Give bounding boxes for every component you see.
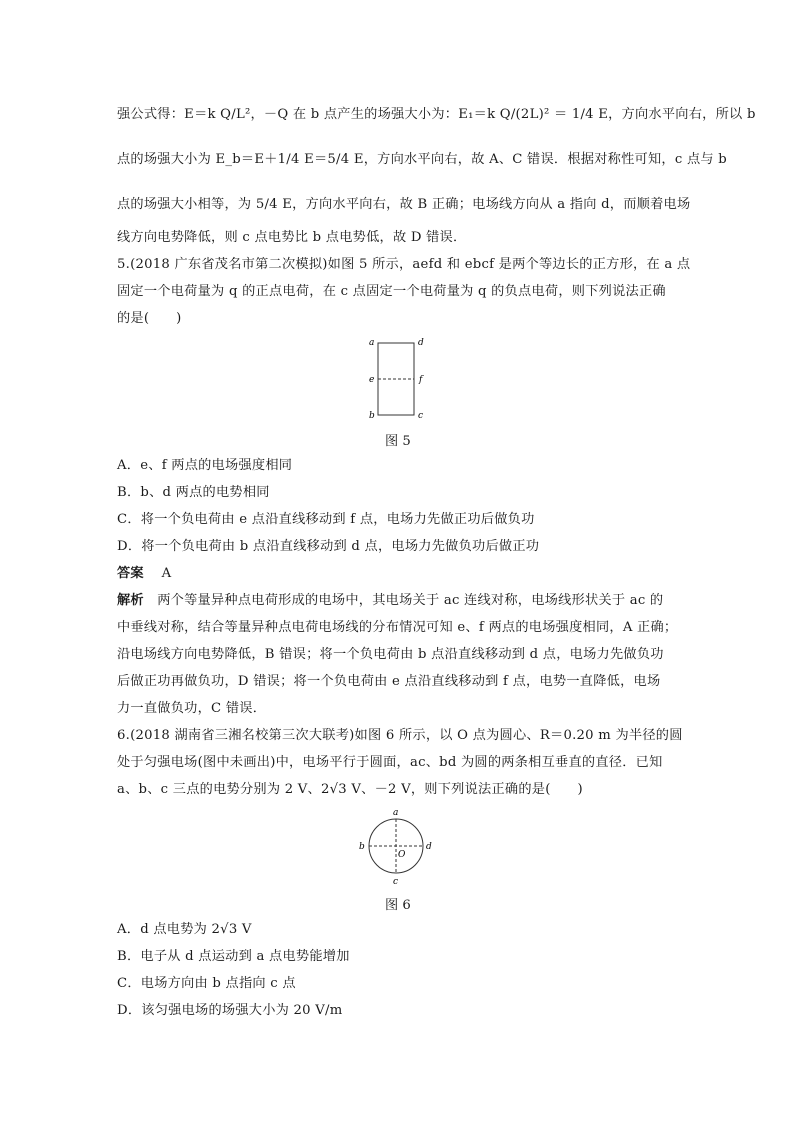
q6-option-c: C．电场方向由 b 点指向 c 点: [117, 976, 296, 991]
q5-answer-label: 答案: [117, 566, 144, 581]
q5-option-b: B．b、d 两点的电势相同: [117, 485, 270, 500]
q6-label-b: b: [359, 842, 365, 852]
q5-analysis-line-5: 力一直做负功，C 错误．: [117, 701, 267, 716]
q5-answer-value: A: [161, 566, 172, 581]
q5-label-b: b: [369, 411, 375, 421]
q5-answer-row: [117, 565, 682, 583]
q5-option-d: D．将一个负电荷由 b 点沿直线移动到 d 点，电场力先做负功后做正功: [117, 539, 540, 554]
q5-analysis-line-4: 后做正功再做负功，D 错误；将一个负电荷由 e 点沿直线移动到 f 点，电势一直降低，电场: [117, 674, 661, 689]
q5-label-a: a: [369, 338, 375, 348]
q6-option-a: A．d 点电势为 2√3 V: [117, 922, 252, 937]
q6-figure-caption: 图 6: [385, 898, 411, 913]
q5-analysis-line-1: 两个等量异种点电荷形成的电场中，其电场关于 ac 连线对称，电场线形状关于 ac 的: [157, 593, 664, 608]
q6-option-d: D．该匀强电场的场强大小为 20 V/m: [117, 1003, 343, 1018]
q5-stem-line-2: 固定一个电荷量为 q 的正点电荷，在 c 点固定一个电荷量为 q 的负点电荷，则下列说法正确: [117, 284, 666, 299]
q5-analysis-line-3: 沿电场线方向电势降低，B 错误；将一个负电荷由 b 点沿直线移动到 d 点，电场力先做负功: [117, 647, 664, 662]
q5-label-c: c: [418, 411, 424, 421]
q5-label-f: f: [419, 375, 423, 385]
q5-figure: [362, 332, 434, 422]
prev-solution-line-1: 强公式得：E＝k Q/L²，－Q 在 b 点产生的场强大小为：E₁＝k Q/(2L)² ＝ 1/4 E，方向水平向右，所以 b: [117, 107, 756, 122]
q5-label-d: d: [418, 338, 424, 348]
q6-label-c: c: [393, 877, 399, 887]
q5-option-a: A．e、f 两点的电场强度相同: [117, 458, 293, 473]
q5-analysis-label: 解析: [117, 593, 144, 608]
prev-solution-line-4: 线方向电势降低，则 c 点电势比 b 点电势低，故 D 错误．: [117, 230, 467, 245]
prev-solution-line-2: 点的场强大小为 E_b＝E＋1/4 E＝5/4 E，方向水平向右，故 A、C 错误．根据对称性可知，c 点与 b: [117, 152, 727, 167]
q6-stem-line-2: 处于匀强电场(图中未画出)中，电场平行于圆面，ac、bd 为圆的两条相互垂直的直径．已知: [117, 755, 663, 770]
q6-label-O: O: [398, 850, 406, 860]
q6-label-a: a: [393, 808, 399, 818]
q6-figure: [356, 806, 440, 888]
q5-option-c: C．将一个负电荷由 e 点沿直线移动到 f 点，电场力先做正功后做负功: [117, 512, 535, 527]
q5-analysis-row-1: [117, 592, 682, 610]
q6-stem-line-3: a、b、c 三点的电势分别为 2 V、2√3 V、－2 V，则下列说法正确的是( ): [117, 782, 583, 797]
prev-solution-line-3: 点的场强大小相等，为 5/4 E，方向水平向右，故 B 正确；电场线方向从 a 指向 d，而顺着电场: [117, 197, 691, 212]
q6-option-b: B．电子从 d 点运动到 a 点电势能增加: [117, 949, 350, 964]
q5-stem-line-1: 5.(2018 广东省茂名市第二次模拟)如图 5 所示，aefd 和 ebcf 是两个等边长的正方形，在 a 点: [117, 257, 691, 272]
q6-stem-line-1: 6.(2018 湖南省三湘名校第三次大联考)如图 6 所示，以 O 点为圆心、R＝0.20 m 为半径的圆: [117, 728, 683, 743]
q6-label-d: d: [426, 842, 432, 852]
q5-label-e: e: [369, 375, 375, 385]
q5-figure-caption: 图 5: [385, 434, 411, 449]
q5-stem-line-3: 的是( ): [117, 311, 182, 326]
q5-analysis-line-2: 中垂线对称，结合等量异种点电荷电场线的分布情况可知 e、f 两点的电场强度相同，A 正确；: [117, 620, 678, 635]
